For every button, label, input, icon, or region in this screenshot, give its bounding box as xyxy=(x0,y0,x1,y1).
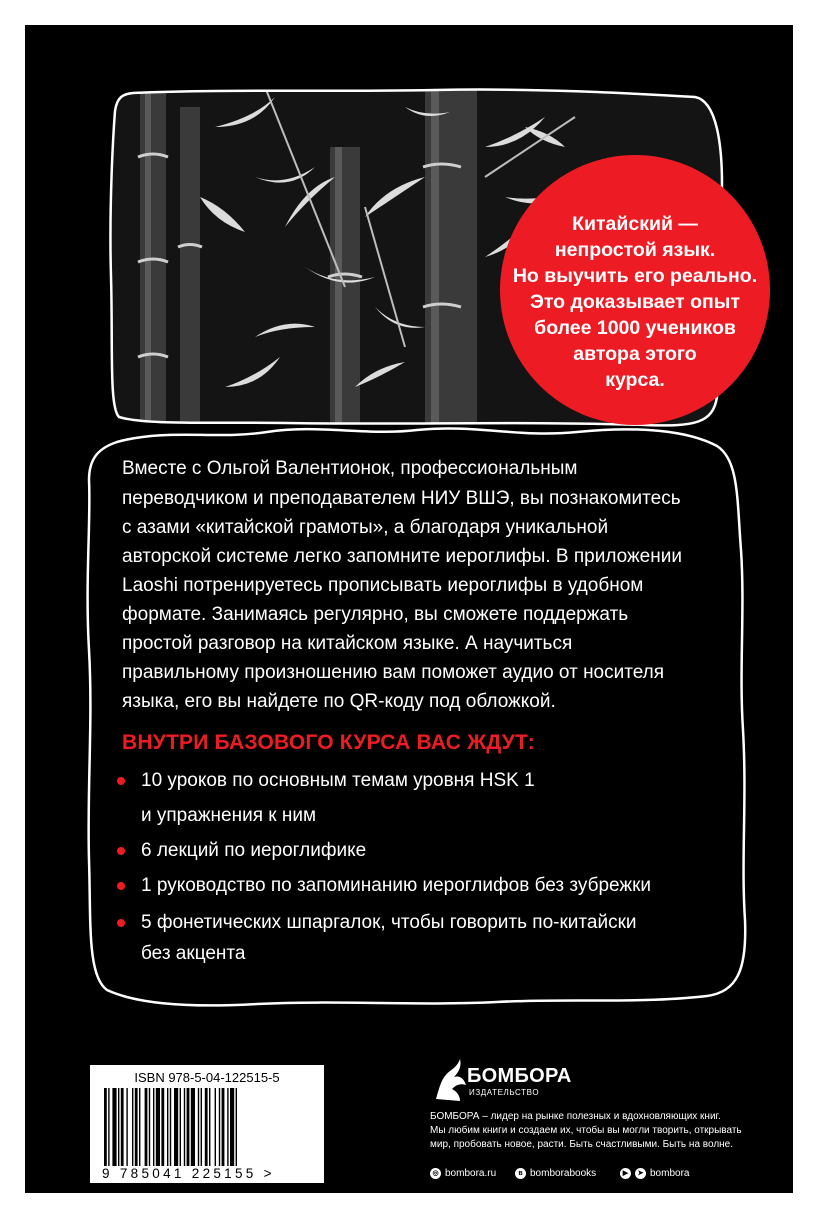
course-item: 5 фонетических шпаргалок, чтобы говорить по-китайски xyxy=(141,912,637,933)
barcode-bar xyxy=(156,1088,160,1166)
barcode-bar xyxy=(112,1088,116,1166)
description-line: авторской системе легко запомните иероглифы. В приложении xyxy=(122,546,682,567)
social-link-text: bombora.ru xyxy=(445,1168,497,1179)
barcode-bar xyxy=(184,1088,185,1166)
barcode-bar xyxy=(205,1088,208,1166)
badge-line: Это доказывает опыт xyxy=(530,291,740,313)
barcode-bar xyxy=(161,1088,164,1166)
barcode-bar xyxy=(139,1088,140,1166)
barcode-bar xyxy=(135,1088,138,1166)
badge-line: автора этого xyxy=(573,343,697,365)
course-item: 6 лекций по иероглифике xyxy=(141,840,367,861)
bullet-dot xyxy=(117,847,125,855)
barcode-bar xyxy=(227,1088,228,1166)
barcode-bar xyxy=(149,1088,150,1166)
barcode-bar xyxy=(230,1088,234,1166)
barcode-bar xyxy=(167,1088,168,1166)
barcode-digits: 9 785041 225155 > xyxy=(102,1166,275,1181)
description-line: переводчиком и преподавателем НИУ ВШЭ, вы познакомитесь xyxy=(122,488,681,509)
description-line: с азами «китайской грамоты», а благодаря уникальной xyxy=(122,517,609,538)
barcode-bar xyxy=(201,1088,202,1166)
barcode-bar xyxy=(215,1088,216,1166)
barcode-bar xyxy=(132,1088,133,1166)
publisher-subtitle: ИЗДАТЕЛЬСТВО xyxy=(469,1088,540,1097)
publisher-block xyxy=(430,1055,770,1185)
barcode-bar xyxy=(126,1088,127,1166)
bullet-dot xyxy=(117,919,125,927)
course-item: 10 уроков по основным темам уровня HSK 1 xyxy=(141,770,535,791)
badge-line: Но выучить его реально. xyxy=(512,265,758,287)
barcode-bar xyxy=(180,1088,181,1166)
description-line: формате. Занимаясь регулярно, вы сможете поддержать xyxy=(122,604,629,625)
barcode-bar xyxy=(219,1088,220,1166)
social-link-youtube-telegram[interactable] xyxy=(620,1167,689,1180)
barcode-bar xyxy=(209,1088,210,1166)
description-line: языка, его вы найдете по QR-коду под обложкой. xyxy=(122,691,556,712)
social-link-vk[interactable] xyxy=(515,1167,596,1180)
book-back-cover xyxy=(25,25,793,1193)
course-item-continuation: без акцента xyxy=(141,943,246,964)
social-link-text: bomborabooks xyxy=(530,1168,597,1179)
description-line: Вместе с Ольгой Валентионок, профессиональным xyxy=(122,458,578,479)
globe-icon: ◎ xyxy=(430,1168,441,1179)
barcode-bar xyxy=(104,1088,107,1166)
badge-line: Китайский — xyxy=(572,213,698,235)
barcode-box xyxy=(90,1065,324,1183)
telegram-icon: ➤ xyxy=(635,1168,646,1179)
barcode-bar xyxy=(198,1088,199,1166)
barcode-bar xyxy=(222,1088,225,1166)
isbn-text: ISBN 978-5-04-122515-5 xyxy=(134,1070,280,1085)
red-badge xyxy=(500,155,770,425)
barcode-bars xyxy=(102,1088,312,1168)
barcode-bar xyxy=(174,1088,178,1166)
bombora-logo-icon xyxy=(430,1055,470,1103)
description-line: правильному произношению вам поможет аудио от носителя xyxy=(122,662,665,683)
barcode-bar xyxy=(145,1088,148,1166)
publisher-description: БОМБОРА – лидер на рынке полезных и вдохновляющих книг. xyxy=(430,1111,721,1122)
barcode-bar xyxy=(108,1088,109,1166)
publisher-name: БОМБОРА xyxy=(467,1065,572,1087)
vk-icon: в xyxy=(515,1168,526,1179)
publisher-description: Мы любим книги и создаем их, чтобы вы могли творить, открывать xyxy=(430,1125,742,1136)
bullet-dot xyxy=(117,777,125,785)
barcode-bar xyxy=(236,1088,237,1166)
course-item-continuation: и упражнения к ним xyxy=(141,805,317,826)
social-link-text: bombora xyxy=(650,1168,690,1179)
barcode-bar xyxy=(187,1088,190,1166)
barcode-bar xyxy=(121,1088,124,1166)
barcode-bar xyxy=(153,1088,154,1166)
badge-line: более 1000 учеников xyxy=(534,317,736,339)
publisher-description: мир, пробовать новое, расти. Быть счастливыми. Быть на волне. xyxy=(430,1139,734,1150)
barcode-bar xyxy=(191,1088,195,1166)
youtube-icon: ▶ xyxy=(620,1168,631,1179)
description-line: простой разговор на китайском языке. А научиться xyxy=(122,633,573,654)
bullet-dot xyxy=(117,882,125,890)
barcode-bar xyxy=(118,1088,119,1166)
badge-line: курса. xyxy=(605,369,665,391)
social-link-site[interactable] xyxy=(430,1167,496,1180)
course-heading: ВНУТРИ БАЗОВОГО КУРСА ВАС ЖДУТ: xyxy=(122,731,535,754)
badge-line: непростой язык. xyxy=(554,239,716,261)
course-item: 1 руководство по запоминанию иероглифов без зубрежки xyxy=(141,875,652,896)
description-line: Laoshi потренируетесь прописывать иероглифы в удобном xyxy=(122,575,644,596)
barcode-bar xyxy=(170,1088,171,1166)
